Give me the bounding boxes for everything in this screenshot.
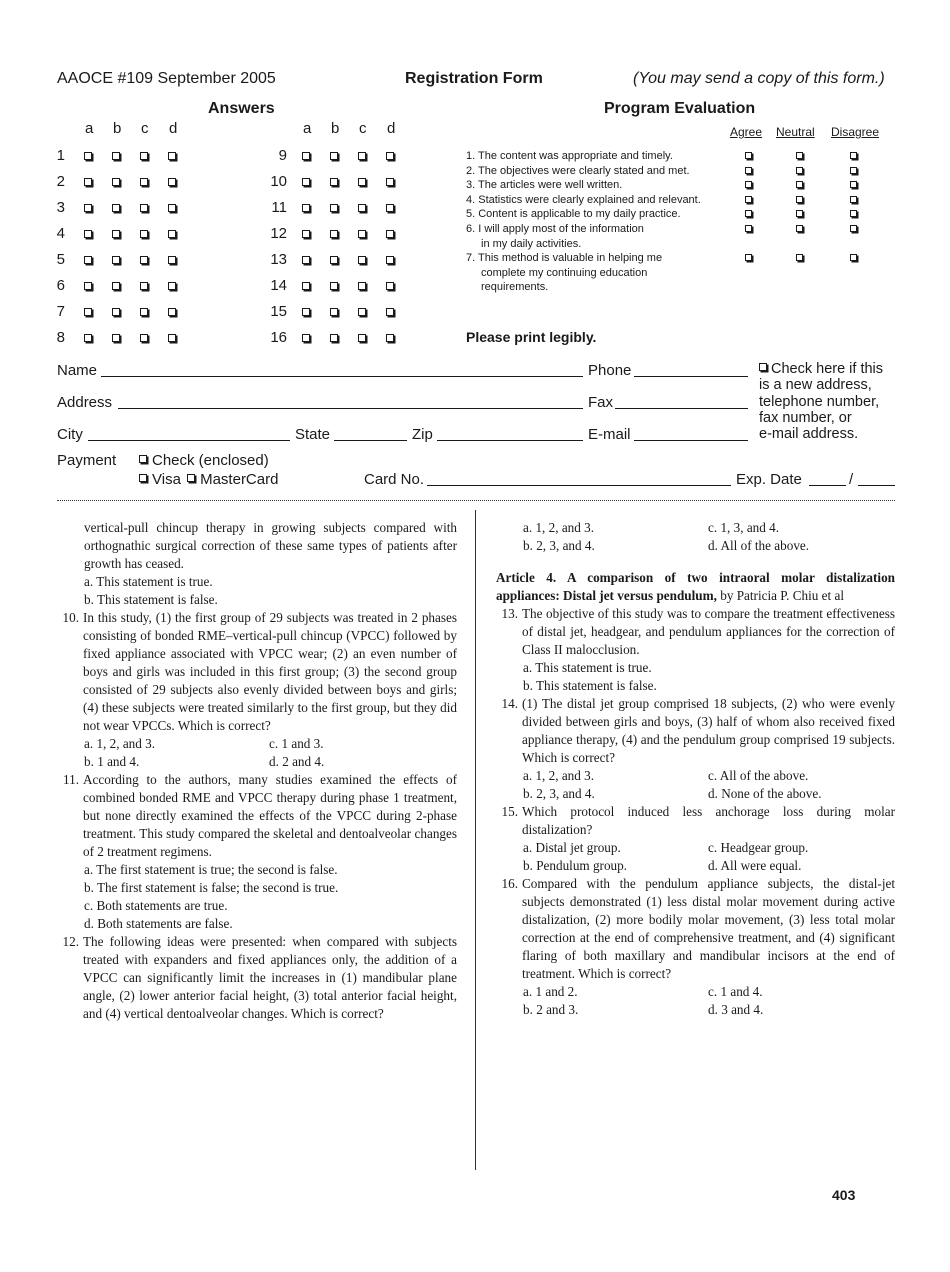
city-label: City — [57, 426, 83, 443]
answer-number: 12 — [270, 225, 287, 242]
evaluation-checkbox[interactable] — [796, 210, 803, 217]
answer-checkbox[interactable] — [358, 178, 366, 186]
answer-checkbox[interactable] — [140, 282, 148, 290]
question-number: 13. — [501, 606, 518, 621]
answer-checkbox[interactable] — [168, 308, 176, 316]
check-checkbox[interactable] — [139, 455, 147, 463]
answer-letter-header: a — [303, 120, 312, 137]
answer-letter-header: b — [113, 120, 122, 137]
answer-checkbox[interactable] — [112, 204, 120, 212]
answer-checkbox[interactable] — [168, 282, 176, 290]
option: d. Both statements are false. — [84, 916, 233, 931]
visa-checkbox[interactable] — [139, 474, 147, 482]
evaluation-item-text: in my daily activities. — [481, 237, 582, 250]
answer-checkbox[interactable] — [330, 152, 338, 160]
visa-label: Visa — [152, 471, 181, 488]
question-number: 10. — [62, 610, 79, 625]
answer-checkbox[interactable] — [112, 152, 120, 160]
address-label: Address — [57, 394, 113, 411]
payment-card-options — [139, 471, 278, 488]
answer-checkbox[interactable] — [140, 204, 148, 212]
answer-checkbox[interactable] — [112, 334, 120, 342]
answer-checkbox[interactable] — [302, 308, 310, 316]
answer-number: 4 — [56, 225, 65, 242]
options-row — [496, 857, 895, 875]
answer-checkbox[interactable] — [302, 178, 310, 186]
answer-number: 9 — [278, 147, 287, 164]
answer-checkbox[interactable] — [140, 152, 148, 160]
answer-checkbox[interactable] — [386, 334, 394, 342]
options-row — [57, 735, 457, 753]
answer-checkbox[interactable] — [84, 152, 92, 160]
answer-checkbox[interactable] — [302, 334, 310, 342]
zip-label: Zip — [412, 426, 433, 443]
answer-checkbox[interactable] — [112, 230, 120, 238]
question-number: 12. — [62, 934, 79, 949]
zip-field[interactable] — [437, 439, 583, 441]
option: b. 2 and 3. — [523, 1002, 579, 1017]
payment-check-option[interactable] — [139, 452, 269, 469]
state-label: State — [295, 426, 331, 443]
answer-checkbox[interactable] — [112, 178, 120, 186]
answer-checkbox[interactable] — [84, 230, 92, 238]
question-text: (1) The distal jet group comprised 18 subjects, (2) who were evenly divided between girls and boys, (3) half of whom also received fixed appliance therapy, (4) and the pendulum group comprised 19 subjects. Which is correct? — [522, 696, 895, 765]
options-row — [496, 767, 895, 785]
answer-number: 13 — [270, 251, 287, 268]
evaluation-item-text: 2. The objectives were clearly stated and met. — [466, 165, 690, 177]
option: c. 1, 3, and 4. — [708, 520, 780, 535]
option: b. 2, 3, and 4. — [523, 786, 595, 801]
answer-checkbox[interactable] — [84, 308, 92, 316]
option: a. Distal jet group. — [523, 840, 621, 855]
left-column — [57, 519, 457, 1023]
answer-checkbox[interactable] — [386, 204, 394, 212]
answer-number: 10 — [270, 173, 287, 190]
answer-letter-header: b — [331, 120, 340, 137]
option: b. 1 and 4. — [84, 754, 140, 769]
answer-letter-header: c — [141, 120, 149, 137]
answer-checkbox[interactable] — [386, 308, 394, 316]
answer-checkbox[interactable] — [84, 256, 92, 264]
column-divider — [475, 510, 476, 1170]
answer-checkbox[interactable] — [358, 282, 366, 290]
answer-number: 2 — [56, 173, 65, 190]
city-field[interactable] — [88, 439, 290, 441]
note-line: fax number, or — [759, 409, 852, 426]
article-author: by Patricia P. Chiu et al — [716, 588, 845, 603]
answer-checkbox[interactable] — [140, 308, 148, 316]
option: b. This statement is false. — [84, 592, 218, 607]
answer-checkbox[interactable] — [358, 152, 366, 160]
answer-checkbox[interactable] — [330, 282, 338, 290]
question-text: In this study, (1) the first group of 29 subjects was treated in 2 phases consisting of bonded RME–vertical-pull chincup (VPCC) followed by fixed appliance associated with VPCC wear; (2) an even number of boys and girls was included in this first group; (3) the second group consisted of 29 subjects also evenly divided between boys and girls; (4) these subjects were treated similarly to the first group, but they did not wear VPCCs. Which is correct? — [83, 610, 457, 733]
answer-checkbox[interactable] — [330, 204, 338, 212]
question-number: 14. — [501, 696, 518, 711]
article-title: Article 4. A comparison of two intraoral molar distalization appliances: Distal jet versus pendulum, — [496, 570, 895, 603]
answer-checkbox[interactable] — [358, 256, 366, 264]
option: a. 1, 2, and 3. — [523, 520, 595, 535]
evaluation-item-text: requirements. — [481, 281, 549, 293]
options-row — [496, 519, 895, 537]
note-line: telephone number, — [759, 393, 880, 410]
new-address-checkbox[interactable] — [759, 363, 767, 371]
option: d. All were equal. — [708, 858, 802, 873]
evaluation-item — [466, 178, 622, 193]
answer-checkbox[interactable] — [112, 256, 120, 264]
evaluation-checkbox[interactable] — [745, 152, 752, 159]
option: c. All of the above. — [708, 768, 809, 783]
question-14 — [496, 695, 895, 767]
answer-number: 15 — [270, 303, 287, 320]
right-column — [496, 519, 895, 1019]
question-text: The following ideas were presented: when compared with subjects treated with expanders and fixed appliances only, the addition of a VPCC can significantly limit the increases in (1) mandibular plane angle, (2) lower anterior facial height, (3) total anterior facial height, and (4) vertical dentoalveolar changes. Which is correct? — [83, 934, 457, 1021]
mastercard-checkbox[interactable] — [187, 474, 195, 482]
cut-line — [57, 500, 895, 501]
answer-number: 8 — [56, 329, 65, 346]
answer-checkbox[interactable] — [168, 334, 176, 342]
evaluation-item-text: 5. Content is applicable to my daily practice. — [466, 208, 681, 220]
email-field[interactable] — [634, 439, 748, 441]
evaluation-checkbox[interactable] — [850, 225, 857, 232]
fax-label: Fax — [588, 394, 614, 411]
evaluation-checkbox[interactable] — [796, 196, 803, 203]
evaluation-checkbox[interactable] — [850, 254, 857, 261]
answer-number: 7 — [56, 303, 65, 320]
answer-checkbox[interactable] — [112, 308, 120, 316]
option: d. 2 and 4. — [269, 754, 325, 769]
fax-field[interactable] — [615, 407, 748, 409]
evaluation-checkbox[interactable] — [745, 196, 752, 203]
option: a. 1, 2, and 3. — [523, 768, 595, 783]
question-15 — [496, 803, 895, 839]
card-number-label: Card No. — [364, 471, 425, 488]
evaluation-item — [466, 251, 662, 295]
answer-number: 6 — [56, 277, 65, 294]
answer-checkbox[interactable] — [168, 178, 176, 186]
evaluation-checkbox[interactable] — [796, 181, 803, 188]
answer-checkbox[interactable] — [358, 204, 366, 212]
evaluation-title: Program Evaluation — [604, 100, 756, 117]
answer-letter-header: d — [169, 120, 178, 137]
evaluation-item — [466, 149, 673, 164]
answer-letter-header: c — [359, 120, 367, 137]
answer-checkbox[interactable] — [386, 230, 394, 238]
answer-number: 14 — [270, 277, 287, 294]
option: b. The first statement is false; the second is true. — [84, 880, 339, 895]
evaluation-item-text: 3. The articles were well written. — [466, 179, 623, 191]
answer-checkbox[interactable] — [386, 152, 394, 160]
option: a. 1, 2, and 3. — [84, 736, 156, 751]
options-row — [496, 839, 895, 857]
question-text: Compared with the pendulum appliance subjects, the distal-jet subjects demonstrated (1) less distal molar movement during active distalization, (2) more bodily molar movement, (3) less total molar correction at the end of comprehensive treatment, and (4) significant flaring of both maxillary and mandibular incisors at the end of treatment. Which is correct? — [522, 876, 895, 981]
question-text: Which protocol induced less anchorage loss during molar distalization? — [522, 804, 895, 837]
evaluation-checkbox[interactable] — [745, 167, 752, 174]
evaluation-checkbox[interactable] — [850, 210, 857, 217]
evaluation-checkbox[interactable] — [796, 152, 803, 159]
answer-checkbox[interactable] — [302, 152, 310, 160]
new-address-note — [759, 361, 883, 442]
options-row — [496, 983, 895, 1001]
evaluation-checkbox[interactable] — [796, 225, 803, 232]
answer-checkbox[interactable] — [330, 230, 338, 238]
address-field[interactable] — [118, 407, 583, 409]
evaluation-item-text: 4. Statistics were clearly explained and relevant. — [466, 194, 701, 206]
name-field[interactable] — [101, 375, 583, 377]
option: d. All of the above. — [708, 538, 810, 553]
exp-date-slash: / — [849, 471, 854, 488]
option: b. 2, 3, and 4. — [523, 538, 595, 553]
option: b. Pendulum group. — [523, 858, 628, 873]
check-label: Check (enclosed) — [152, 452, 269, 469]
question-10 — [57, 609, 457, 735]
answer-checkbox[interactable] — [84, 282, 92, 290]
options-row — [57, 753, 457, 771]
answer-checkbox[interactable] — [302, 230, 310, 238]
answer-checkbox[interactable] — [358, 334, 366, 342]
option: a. The first statement is true; the second is false. — [84, 862, 338, 877]
answer-checkbox[interactable] — [302, 282, 310, 290]
answer-checkbox[interactable] — [112, 282, 120, 290]
exp-month-field[interactable] — [809, 484, 846, 486]
email-label: E-mail — [588, 426, 631, 443]
answer-checkbox[interactable] — [140, 230, 148, 238]
answer-checkbox[interactable] — [168, 230, 176, 238]
evaluation-checkbox[interactable] — [745, 225, 752, 232]
answer-checkbox[interactable] — [168, 204, 176, 212]
answer-checkbox[interactable] — [84, 204, 92, 212]
option: d. None of the above. — [708, 786, 822, 801]
evaluation-item-text: 1. The content was appropriate and timely. — [466, 150, 673, 162]
note-line: e-mail address. — [759, 426, 859, 443]
form-title: Registration Form — [405, 70, 543, 87]
answer-checkbox[interactable] — [330, 178, 338, 186]
question-text: The objective of this study was to compare the treatment effectiveness of distal jet, headgear, and pendulum appliances for the correction of Class II malocclusion. — [522, 606, 895, 657]
mastercard-label: MasterCard — [200, 471, 279, 488]
option: b. This statement is false. — [523, 678, 657, 693]
page-number: 403 — [832, 1187, 856, 1203]
answer-checkbox[interactable] — [302, 256, 310, 264]
option: a. 1 and 2. — [523, 984, 578, 999]
answer-checkbox[interactable] — [302, 204, 310, 212]
answer-number: 3 — [56, 199, 65, 216]
answer-checkbox[interactable] — [386, 256, 394, 264]
evaluation-checkbox[interactable] — [745, 210, 752, 217]
options-row — [496, 537, 895, 555]
payment-label: Payment — [57, 452, 117, 469]
question-12 — [57, 933, 457, 1023]
evaluation-checkbox[interactable] — [850, 196, 857, 203]
answer-checkbox[interactable] — [140, 256, 148, 264]
article-heading — [496, 569, 895, 605]
evaluation-item — [466, 207, 681, 222]
note-line: Check here if this — [771, 361, 884, 377]
question-number: 15. — [501, 804, 518, 819]
name-label: Name — [57, 362, 98, 379]
option: c. Headgear group. — [708, 840, 809, 855]
answer-checkbox[interactable] — [358, 308, 366, 316]
evaluation-item-text: complete my continuing education — [481, 266, 648, 279]
answers-title: Answers — [208, 100, 275, 117]
eval-col-neutral: Neutral — [776, 125, 815, 139]
option: a. This statement is true. — [523, 660, 652, 675]
answer-letter-header: d — [387, 120, 396, 137]
exp-year-field[interactable] — [858, 484, 895, 486]
answer-checkbox[interactable] — [358, 230, 366, 238]
answer-checkbox[interactable] — [330, 334, 338, 342]
evaluation-checkbox[interactable] — [850, 181, 857, 188]
answer-checkbox[interactable] — [140, 334, 148, 342]
phone-label: Phone — [588, 362, 632, 379]
answer-number: 16 — [270, 329, 287, 346]
evaluation-checkbox[interactable] — [796, 254, 803, 261]
intro-text: vertical-pull chincup therapy in growing subjects compared with orthognathic surgical correction of these same types of patients after growth has ceased. — [84, 520, 457, 571]
question-13 — [496, 605, 895, 659]
evaluation-item — [466, 164, 690, 179]
evaluation-checkbox[interactable] — [850, 167, 857, 174]
question-text: According to the authors, many studies examined the effects of combined bonded RME and VPCC therapy during phase 1 treatment, but none directly examined the effects of the VPCC during 2-phase treatment. This study compared the skeletal and dentoalveolar changes of 2 treatment regimens. — [83, 772, 457, 859]
answer-checkbox[interactable] — [140, 178, 148, 186]
card-number-field[interactable] — [427, 484, 731, 486]
answer-letter-header: a — [85, 120, 94, 137]
note-line: is a new address, — [759, 377, 872, 394]
print-legibly-note: Please print legibly. — [466, 329, 597, 345]
evaluation-checkbox[interactable] — [796, 167, 803, 174]
options-row — [496, 785, 895, 803]
answer-checkbox[interactable] — [168, 256, 176, 264]
answer-checkbox[interactable] — [330, 308, 338, 316]
option: c. 1 and 4. — [708, 984, 763, 999]
answer-number: 5 — [56, 251, 65, 268]
answer-checkbox[interactable] — [330, 256, 338, 264]
header-title-left: AAOCE #109 September 2005 — [57, 70, 276, 87]
evaluation-checkbox[interactable] — [745, 181, 752, 188]
eval-col-agree: Agree — [730, 125, 763, 139]
evaluation-checkbox[interactable] — [745, 254, 752, 261]
header-note: (You may send a copy of this form.) — [633, 70, 885, 87]
answer-number: 11 — [271, 199, 287, 216]
question-16 — [496, 875, 895, 983]
eval-col-disagree: Disagree — [831, 125, 880, 139]
question-number: 16. — [501, 876, 518, 891]
evaluation-item-text: 6. I will apply most of the information — [466, 223, 644, 235]
answer-checkbox[interactable] — [386, 282, 394, 290]
state-field[interactable] — [334, 439, 407, 441]
options-row — [496, 1001, 895, 1019]
question-number: 11. — [63, 772, 79, 787]
phone-field[interactable] — [634, 375, 748, 377]
answer-number: 1 — [56, 147, 65, 164]
answer-checkbox[interactable] — [84, 178, 92, 186]
answer-checkbox[interactable] — [386, 178, 394, 186]
option: c. 1 and 3. — [269, 736, 324, 751]
option: a. This statement is true. — [84, 574, 213, 589]
answer-checkbox[interactable] — [168, 152, 176, 160]
option: d. 3 and 4. — [708, 1002, 764, 1017]
option: c. Both statements are true. — [84, 898, 228, 913]
answer-checkbox[interactable] — [84, 334, 92, 342]
exp-date-label: Exp. Date — [736, 471, 802, 488]
evaluation-item — [466, 193, 701, 208]
question-11 — [57, 771, 457, 861]
evaluation-item — [466, 222, 644, 251]
evaluation-item-text: 7. This method is valuable in helping me — [466, 252, 663, 264]
evaluation-checkbox[interactable] — [850, 152, 857, 159]
